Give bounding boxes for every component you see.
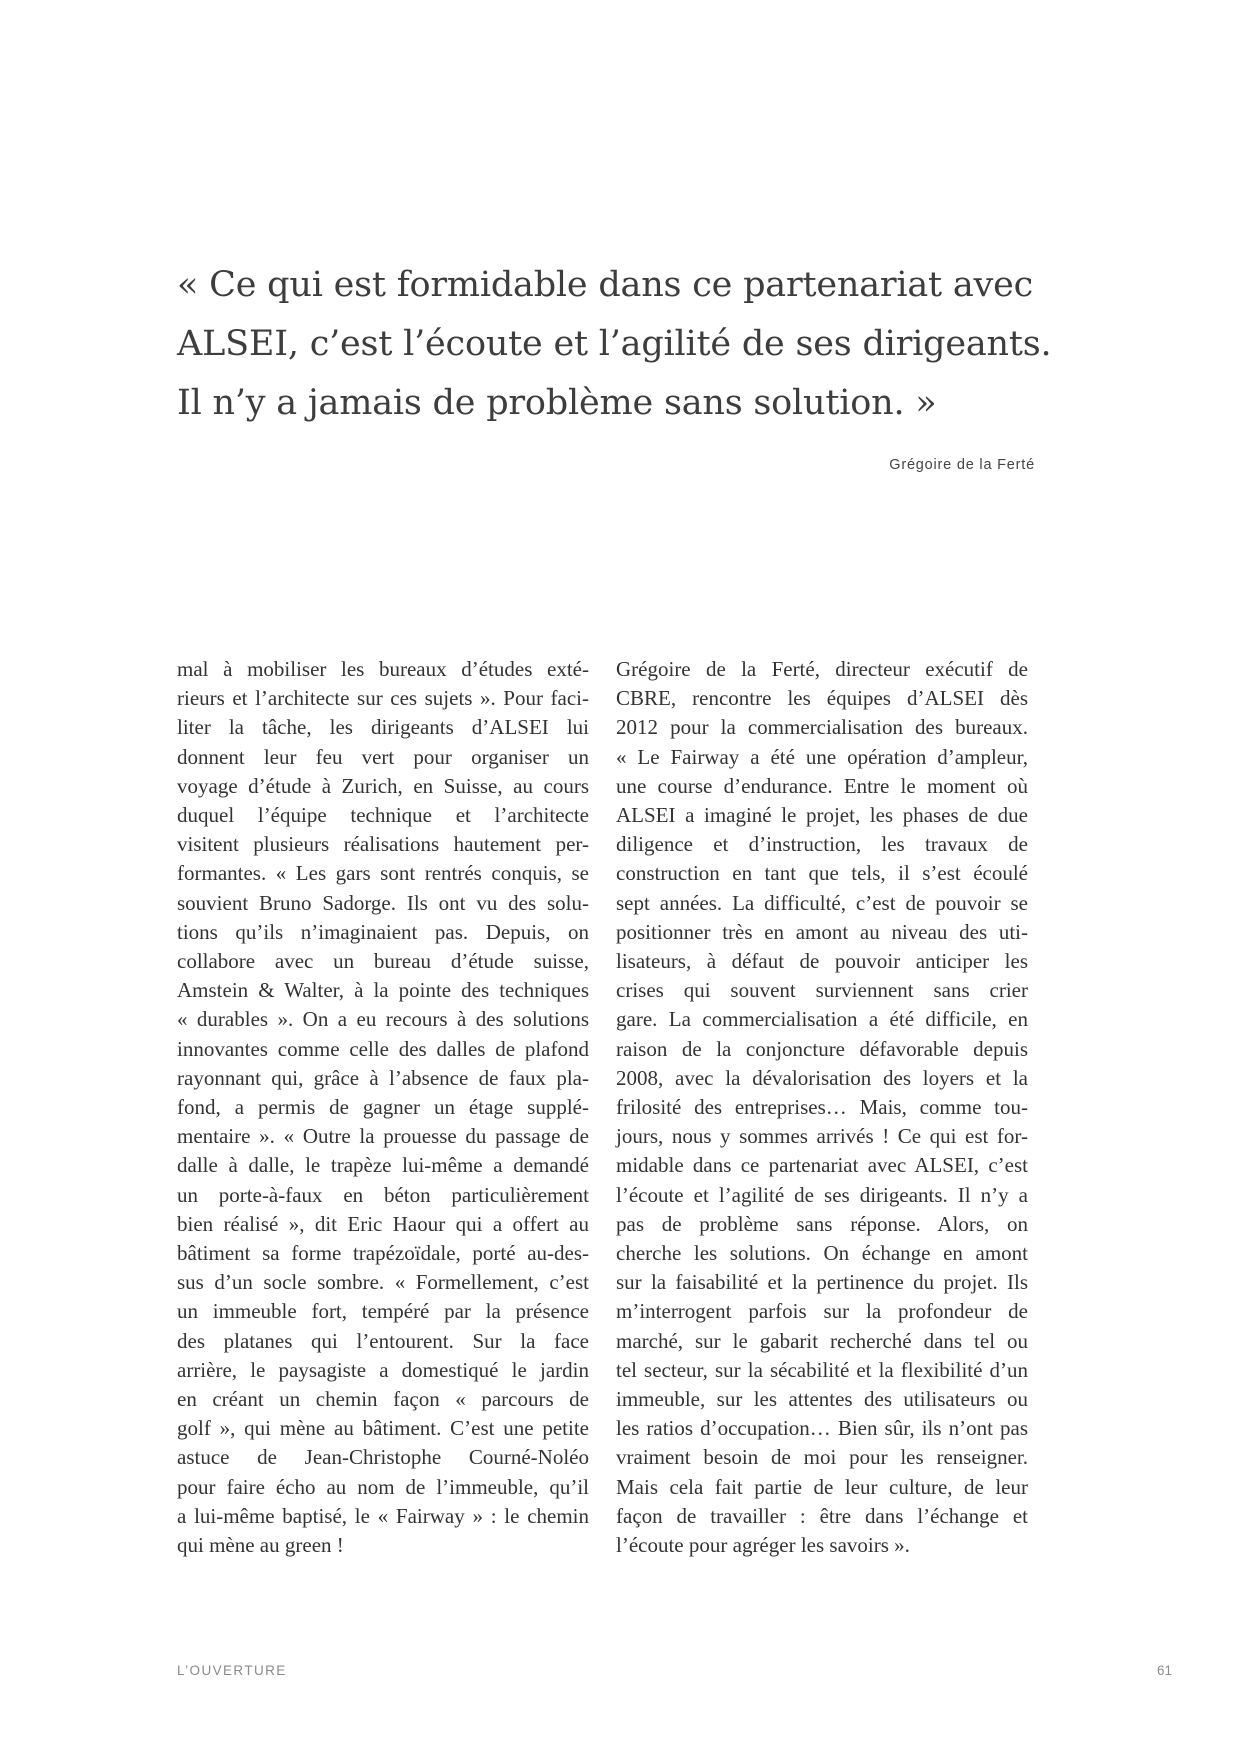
- body-text-line: voyage d’étude à Zurich, en Suisse, au cours: [177, 773, 589, 798]
- body-text-line: qui mène au green !: [177, 1533, 344, 1558]
- body-text-line: crises qui souvent surviennent sans crier: [616, 978, 1028, 1003]
- body-text-line: collabore avec un bureau d’étude suisse,: [177, 949, 589, 974]
- body-text-line: vraiment besoin de moi pour les renseigner.: [616, 1445, 1028, 1470]
- body-text-line: diligence et d’instruction, les travaux de: [616, 832, 1028, 857]
- body-text-line: l’écoute pour agréger les savoirs ».: [616, 1533, 910, 1558]
- body-text-line: « Le Fairway a été une opération d’ampleur,: [616, 744, 1028, 769]
- body-text-line: gare. La commercialisation a été difficile, en: [616, 1007, 1028, 1032]
- body-text-line: bien réalisé », dit Eric Haour qui a offert au: [177, 1211, 589, 1236]
- body-text-line: construction en tant que tels, il s’est écoulé: [616, 861, 1028, 886]
- body-text-line: visitent plusieurs réalisations hautement per-: [177, 832, 589, 857]
- body-text-line: Mais cela fait partie de leur culture, de leur: [616, 1474, 1028, 1499]
- body-text-line: positionner très en amont au niveau des uti-: [616, 919, 1028, 944]
- body-text-line: cherche les solutions. On échange en amont: [616, 1241, 1028, 1266]
- body-text-line: m’interrogent parfois sur la profondeur de: [616, 1299, 1028, 1324]
- page-number: 61: [1156, 1663, 1172, 1678]
- body-text-line: frilosité des entreprises… Mais, comme tou-: [616, 1095, 1028, 1120]
- body-text-line: duquel l’équipe technique et l’architecte: [177, 803, 589, 828]
- body-text-line: immeuble, sur les attentes des utilisateurs ou: [616, 1387, 1028, 1412]
- body-text-line: innovantes comme celle des dalles de plafond: [177, 1036, 589, 1061]
- body-text-line: golf », qui mène au bâtiment. C’est une petite: [177, 1416, 589, 1441]
- body-text-line: Grégoire de la Ferté, directeur exécutif de: [616, 657, 1028, 681]
- body-text-line: en créant un chemin façon « parcours de: [177, 1387, 589, 1412]
- body-text-line: formantes. « Les gars sont rentrés conquis, se: [177, 861, 589, 886]
- body-text-line: les ratios d’occupation… Bien sûr, ils n’ont pas: [616, 1416, 1028, 1441]
- body-text-line: Amstein & Walter, à la pointe des techniques: [177, 978, 589, 1003]
- body-text-line: jours, nous y sommes arrivés ! Ce qui est for-: [616, 1124, 1028, 1149]
- body-text-line: 2008, avec la dévalorisation des loyers et la: [616, 1065, 1028, 1090]
- body-text-line: rieurs et l’architecte sur ces sujets ». Pour faci-: [177, 686, 589, 711]
- pull-quote-line: « Ce qui est formidable dans ce partenariat avec: [177, 265, 1034, 305]
- body-text-line: a lui-même baptisé, le « Fairway » : le chemin: [177, 1503, 589, 1528]
- body-text-line: un immeuble fort, tempéré par la présence: [177, 1299, 589, 1324]
- body-text-line: midable dans ce partenariat avec ALSEI, c’est: [616, 1153, 1028, 1178]
- pull-quote-line: ALSEI, c’est l’écoute et l’agilité de ses dirigeants.: [177, 324, 1052, 364]
- body-text-line: donnent leur feu vert pour organiser un: [177, 744, 589, 769]
- body-text-line: sur la faisabilité et la pertinence du projet. Ils: [616, 1270, 1028, 1295]
- body-text-line: une course d’endurance. Entre le moment où: [616, 773, 1028, 798]
- body-text-line: un porte-à-faux en béton particulièrement: [177, 1182, 589, 1207]
- running-footer-title: L’OUVERTURE: [177, 1663, 287, 1678]
- pull-quote: [177, 256, 1057, 433]
- body-text-line: CBRE, rencontre les équipes d’ALSEI dès: [616, 686, 1028, 711]
- body-text-line: tions qu’ils n’imaginaient pas. Depuis, on: [177, 919, 589, 944]
- body-text-line: raison de la conjoncture défavorable depuis: [616, 1036, 1028, 1061]
- body-text-line: mentaire ». « Outre la prouesse du passage de: [177, 1124, 589, 1149]
- body-text-line: mal à mobiliser les bureaux d’études exté-: [177, 657, 589, 681]
- body-text-line: sus d’un socle sombre. « Formellement, c’est: [177, 1270, 589, 1295]
- body-text-line: marché, sur le gabarit recherché dans tel ou: [616, 1328, 1028, 1353]
- body-text-line: ALSEI a imaginé le projet, les phases de due: [616, 803, 1028, 828]
- body-column-left: [177, 655, 589, 1560]
- body-text-line: souvient Bruno Sadorge. Ils ont vu des solu-: [177, 890, 589, 915]
- body-text-line: « durables ». On a eu recours à des solutions: [177, 1007, 589, 1032]
- body-text-line: liter la tâche, les dirigeants d’ALSEI lui: [177, 715, 589, 740]
- body-text-line: arrière, le paysagiste a domestiqué le jardin: [177, 1357, 589, 1382]
- body-text-line: façon de travailler : être dans l’échange et: [616, 1503, 1028, 1528]
- body-text-line: sept années. La difficulté, c’est de pouvoir se: [616, 890, 1028, 915]
- body-text-line: tel secteur, sur la sécabilité et la flexibilité d’un: [616, 1357, 1028, 1382]
- body-column-right: [616, 655, 1028, 1560]
- body-text-line: pour faire écho au nom de l’immeuble, qu’il: [177, 1474, 589, 1499]
- body-text-line: bâtiment sa forme trapézoïdale, porté au-des-: [177, 1241, 589, 1266]
- quote-attribution: Grégoire de la Ferté: [889, 457, 1035, 473]
- body-text-line: astuce de Jean-Christophe Courné-Noléo: [177, 1445, 589, 1470]
- body-text-line: rayonnant qui, grâce à l’absence de faux pla-: [177, 1065, 589, 1090]
- body-text-line: pas de problème sans réponse. Alors, on: [616, 1211, 1028, 1236]
- body-text-line: dalle à dalle, le trapèze lui-même a demandé: [177, 1153, 589, 1178]
- body-text-line: 2012 pour la commercialisation des bureaux.: [616, 715, 1028, 740]
- body-text-line: fond, a permis de gagner un étage supplé-: [177, 1095, 589, 1120]
- pull-quote-line: Il n’y a jamais de problème sans solution. »: [177, 383, 937, 423]
- body-text-line: lisateurs, à défaut de pouvoir anticiper les: [616, 949, 1028, 974]
- body-text-line: l’écoute et l’agilité de ses dirigeants. Il n’y a: [616, 1182, 1028, 1207]
- body-text-line: des platanes qui l’entourent. Sur la face: [177, 1328, 589, 1353]
